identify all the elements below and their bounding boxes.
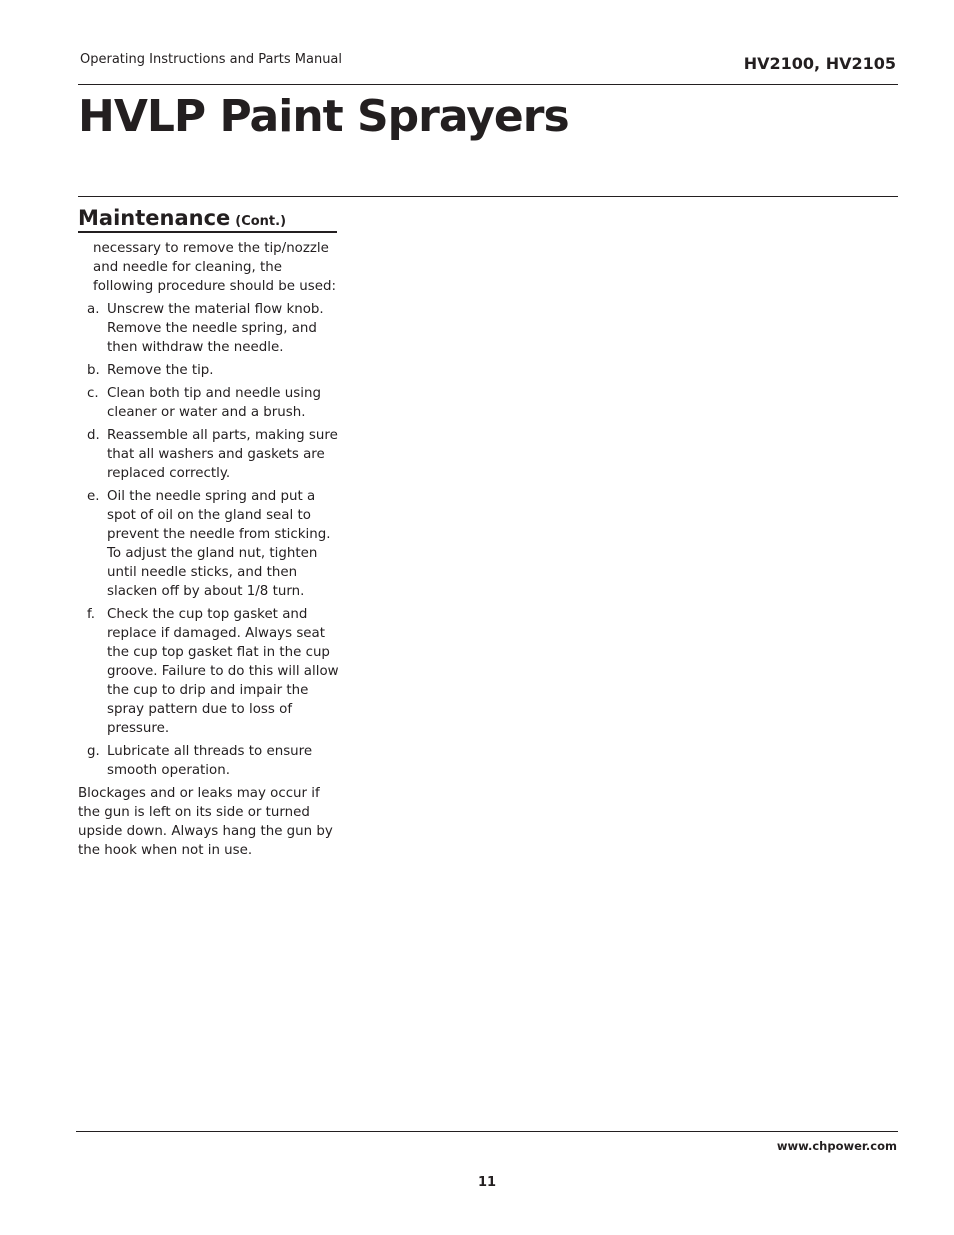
section-heading	[78, 206, 337, 233]
intro-paragraph: necessary to remove the tip/nozzle and needle for cleaning, the following procedure should be used:	[93, 241, 336, 294]
step-text: Clean both tip and needle using cleaner or water and a brush.	[107, 386, 321, 420]
step-letter: b.	[87, 363, 100, 378]
section-heading-text: Maintenance	[78, 206, 231, 230]
header-divider	[78, 84, 898, 85]
section-heading-suffix: (Cont.)	[235, 214, 287, 229]
step-text: Reassemble all parts, making sure that all washers and gaskets are replaced correctly.	[107, 428, 338, 481]
model-numbers: HV2100, HV2105	[743, 54, 896, 73]
page-number: 11	[477, 1175, 497, 1190]
procedure-list	[78, 300, 340, 780]
section-body	[78, 239, 340, 860]
list-item	[78, 384, 340, 422]
step-text: Remove the tip.	[107, 363, 214, 378]
step-text: Oil the needle spring and put a spot of oil on the gland seal to prevent the needle from sticking. To adjust the gland nut, tighten until needle sticks, and then slacken off by about 1/8 turn.	[107, 489, 331, 599]
footer-divider	[76, 1131, 898, 1132]
document-type: Operating Instructions and Parts Manual	[80, 52, 343, 67]
title-divider	[78, 196, 898, 197]
list-item	[78, 361, 340, 380]
step-letter: a.	[87, 302, 100, 317]
step-letter: g.	[87, 744, 100, 759]
list-item	[78, 605, 340, 738]
step-letter: c.	[87, 386, 99, 401]
step-text: Lubricate all threads to ensure smooth operation.	[107, 744, 313, 778]
list-item	[78, 426, 340, 483]
step-letter: e.	[87, 489, 100, 504]
closing-paragraph: Blockages and or leaks may occur if the gun is left on its side or turned upside down. Always hang the gun by the hook when not in use.	[78, 786, 333, 858]
list-item	[78, 300, 340, 357]
step-letter: f.	[87, 607, 95, 622]
list-item	[78, 487, 340, 601]
list-item	[78, 742, 340, 780]
step-text: Unscrew the material flow knob. Remove the needle spring, and then withdraw the needle.	[107, 302, 324, 355]
website-url: www.chpower.com	[776, 1139, 897, 1153]
page-title: HVLP Paint Sprayers	[78, 91, 569, 142]
step-text: Check the cup top gasket and replace if damaged. Always seat the cup top gasket flat in the cup groove. Failure to do this will allow the cup to drip and impair the spray pattern due to loss of pressure.	[107, 607, 339, 736]
step-letter: d.	[87, 428, 100, 443]
